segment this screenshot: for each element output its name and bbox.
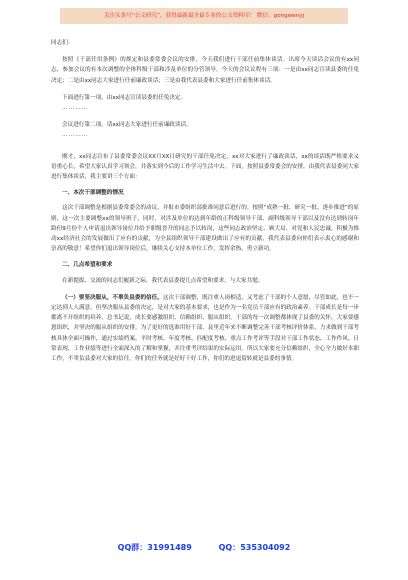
- paragraph-hopes: 在新提拔、交流的同志们履新之际，我代表县委提几点希望和要求，与大家共勉。: [62, 277, 264, 284]
- salutation: 同志们：: [51, 40, 74, 46]
- paragraph-item-one: 下面进行第一项，由xx同志宣读县委的任免决定。: [62, 94, 187, 101]
- contact-footer: [0, 541, 408, 555]
- paragraph-obey-text: 这次干部调整，既注重人岗相适，又考虑了干部的个人意愿，尽管如此，也不一定达到人人满意。但坚决服从县委的决定，是对大家的基本要求，也是作为一名党员干部应有的政治素养。干部成长是每一步都离不开组织的培养，总书记说，成长要感激组织、信赖组织、服从组织。干部的每一次调整都体现了县委的关怀，大家要感恩组织，并坚决的服从组织的安排。为了更好的选准用好干部，县里近年来不断调整完善干部考核评价体系，力求做到干部考核具体全面可操作，通过实绩档案、平时考核、年度考核、匹配度考核、重点工作考评等手段对干部工作状态、工作作风、日常表现、工作业绩等进行全面深入的了解和掌握，并注重考评结果的实际运用。所以大家要充分信赖组织，全心全力做好本职工作，不辜负县委对大家的信任。你们的任务就是好好干好工作，你们的进退留转就是县委的事情。: [51, 294, 359, 363]
- section-heading-2: 二、几点希望和要求: [62, 262, 113, 269]
- ellipsis-2: …………: [62, 132, 89, 139]
- paragraph-summary: 刚才，xx同志宣布了县委常委会议XX月XX日研究的干部任免决定，xx对大家进行了廉政谈话，xx的谈话既严格要求又语重心长，希望大家认真学习领会，并落实到今后的工作学习生活中去。下面，按照县委常委会的安排，由我代表县委同大家进行集体谈话，我主要讲三个方面：: [51, 153, 359, 181]
- paragraph-intro: 按照《干部任用条例》的规定和县委常委会议的安排，今天我们进行干部任前集体谈话。出席今天谈话会议的有xx同志，参加会议的有本次调整的全体科级干部和涉及单位的分管领导。今天的会议议程有三项：一是由xx同志宣读县委的任免决定；二是由xx同志大家进行任前廉政谈话；三是由我代表县委和大家进行任前集体谈话。: [51, 57, 359, 84]
- subheading-obey: （一）要坚决服从，不辜负县委的信任。: [62, 294, 163, 301]
- paragraph-obey: [51, 293, 359, 364]
- document-body: [51, 38, 359, 364]
- ellipsis-1: …………: [62, 105, 89, 112]
- paragraph-adjustment: 这次干部调整是根据县委常委会的动议，并报市委组织部批准同意后进行的。按照“成熟一批、研究一批、逐步推进”的原则，这一次主要调整xx的领导班子，同时，对涉及单位的达到年龄的正科级领导干部、副科级领导干部以及没有达到转岗年龄但9月份个人申请退出领导岗位并给予职级晋升的同志予以转岗，这些同志政治坚定、顾大局、对党和人民忠诚，积极为推动xx经济社会的发展做出了应有的贡献，为全县组织领导干部建设做出了应有的贡献，我代表县委向你们表示衷心的感谢和崇高的敬意！希望你们退出领导岗位后，继续关心支持本单位工作，发挥余热，勇立新功。: [51, 205, 359, 253]
- section-heading-1: 一、本次干部调整的情况: [62, 190, 124, 197]
- paragraph-item-two: 会议进行第二项，请xx同志大家进行任前廉政谈话。: [62, 122, 192, 129]
- qq-number: QQ：535304092: [218, 543, 291, 552]
- promo-banner: 关注头条号“公文研究”，获得最新最全最专业的公文资料库！ 微信：gongwenyj: [60, 8, 348, 24]
- qq-group: QQ群：31991489: [117, 543, 192, 552]
